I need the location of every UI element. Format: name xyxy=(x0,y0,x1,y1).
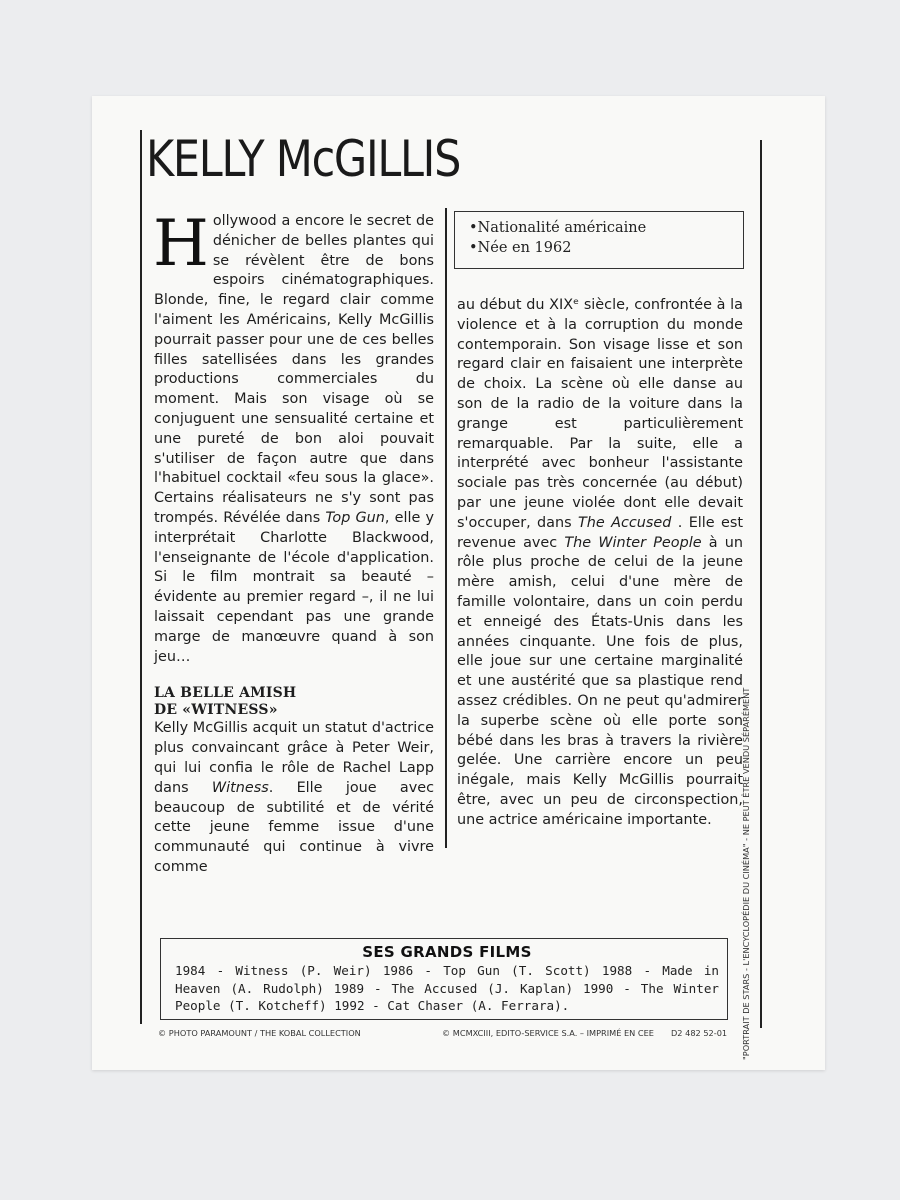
article-paragraph-intro: Hollywood a encore le secret de dénicher de belles plantes qui se révèlent être de bons espoirs cinématographiques. Blonde, fine, le regard clair comme l'aiment les Américains, Kelly McGillis pourrait passer pour une de ces belles filles satellisées dans les grandes productions commerciales du moment. Mais son visage où se conjuguent une sensualité certaine et une pureté de bon aloi pouvait s'utiliser de façon autre que dans l'habituel cocktail «feu sous la glace». Certains réalisateurs ne s'y sont pas trompés. Révélée dans Top Gun, elle y interprétait Charlotte Blackwood, l'enseignante de l'école d'application. Si le film montrait sa beauté – évidente au premier regard –, il ne lui laissait cependant pas une grande marge de manœuvre quand à son jeu… xyxy=(153,207,435,665)
filmography-heading: SES GRANDS FILMS xyxy=(362,943,532,961)
info-birth-year: •Née en 1962 xyxy=(469,240,572,256)
filmography-list: 1984 - Witness (P. Weir) 1986 - Top Gun (T. Scott) 1988 - Made in Heaven (A. Rudolph) 1989 - The Accused (J. Kaplan) 1990 - The Winter People (T. Kotcheff) 1992 - Cat Chaser (A. Ferrara). xyxy=(175,963,719,1013)
article-column-left xyxy=(153,207,435,878)
left-frame-rule xyxy=(140,130,142,1024)
photo-credit: © PHOTO PARAMOUNT / THE KOBAL COLLECTION xyxy=(158,1028,361,1038)
page-title: KELLY McGILLIS xyxy=(146,130,461,188)
card-code: D2 482 52-01 xyxy=(671,1028,728,1038)
info-box xyxy=(454,211,744,269)
article-paragraph-witness: Kelly McGillis acquit un statut d'actrice plus convaincant grâce à Peter Weir, qui lui confia le rôle de Rachel Lapp dans Witness. Elle joue avec beaucoup de subtilité et de vérité cette jeune femme issue d'une communauté qui continue à vivre comme xyxy=(154,720,434,875)
column-divider-rule xyxy=(445,208,447,848)
drop-cap: H xyxy=(153,207,209,281)
series-vertical-text: "PORTRAIT DE STARS - L'ENCYCLOPÉDIE DU CINÉMA" - NE PEUT ÊTRE VENDU SÉPARÉMENT xyxy=(741,687,751,1060)
right-frame-rule xyxy=(760,140,762,1028)
copyright-notice: © MCMXCIII, EDITO-SERVICE S.A. – IMPRIMÉ EN CEE xyxy=(442,1028,654,1038)
filmography-box xyxy=(160,938,728,1020)
encyclopedia-card xyxy=(92,96,825,1070)
info-nationality: •Nationalité américaine xyxy=(469,220,647,236)
section-subheading: LA BELLE AMISH DE «WITNESS» xyxy=(154,685,297,719)
article-paragraph-career: au début du XIXᵉ siècle, confrontée à la violence et à la corruption du monde contemporain. Son visage lisse et son regard clair en faisaient une interprète de choix. La scène où elle danse au son de la radio de la voiture dans la grange est particulièrement remarquable. Par la suite, elle a interprété avec bonheur l'assistante sociale pas très concernée (au début) par une jeune violée dont elle devait s'occuper, dans The Accused . Elle est revenue avec The Winter People à un rôle plus proche de celui de la jeune mère amish, celui d'une mère de famille volontaire, dans un coin perdu et enneigé des États-Unis dans les années cinquante. Une fois de plus, elle joue sur une certaine marginalité et une austérité que sa plastique rend assez crédibles. On ne peut qu'admirer la superbe scène où elle porte son bébé dans les bras à travers la rivière gelée. Une carrière encore un peu inégale, mais Kelly McGillis pourrait être, avec un peu de circonspection, une actrice américaine importante. xyxy=(457,297,743,828)
article-column-right xyxy=(457,296,743,831)
